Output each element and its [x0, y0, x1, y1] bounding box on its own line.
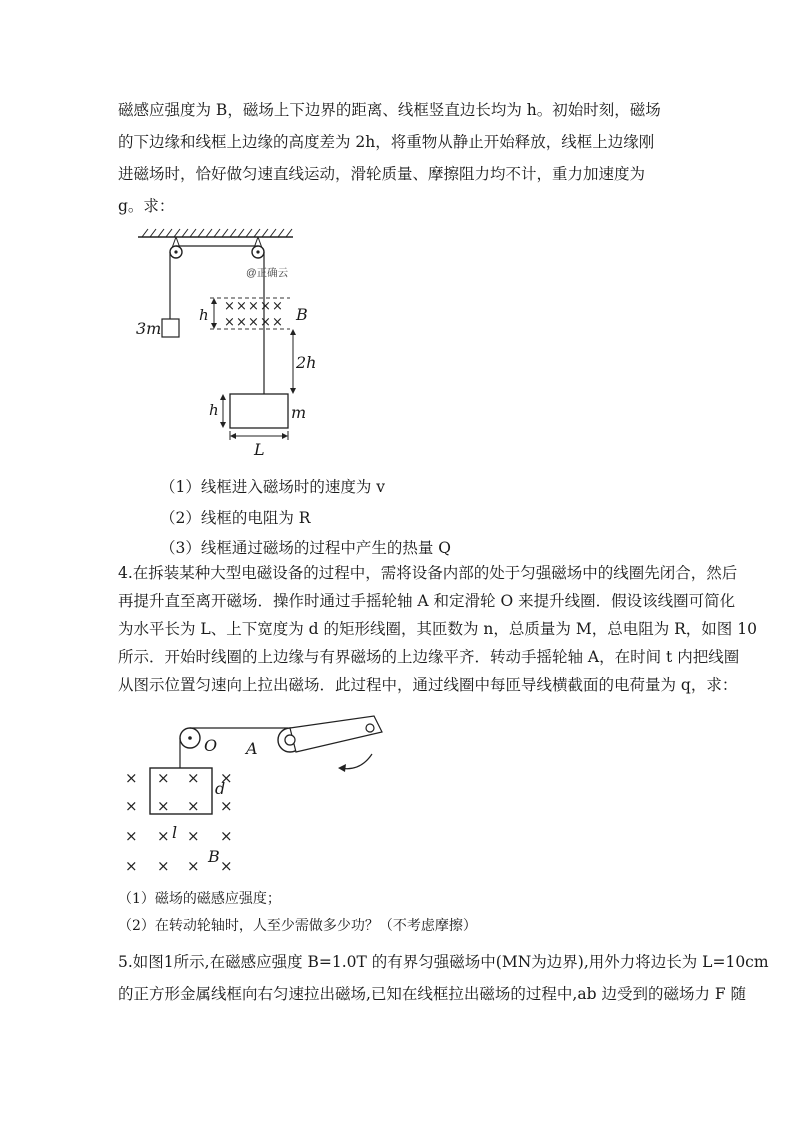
problem3-line-3: 进磁场时，恰好做匀速直线运动，滑轮质量、摩擦阻力均不计，重力加速度为	[118, 165, 646, 183]
problem3-line-4: g。求：	[118, 197, 175, 215]
svg-text:×: ×	[157, 857, 170, 875]
field-b-label: B	[296, 305, 308, 324]
svg-text:×: ×	[125, 797, 138, 815]
svg-text:×: ×	[224, 315, 235, 330]
field-b-label-4: B	[208, 847, 220, 866]
svg-text:×: ×	[125, 769, 138, 787]
svg-text:×: ×	[157, 769, 170, 787]
svg-text:×: ×	[260, 315, 271, 330]
svg-text:×: ×	[260, 299, 271, 314]
pulley-o-label: O	[204, 736, 218, 755]
axle-a-label: A	[246, 739, 258, 758]
svg-text:×: ×	[187, 769, 200, 787]
coil-l-label: l	[172, 823, 178, 842]
problem4-line-3: 为水平长为 L、上下宽度为 d 的矩形线圈，其匝数为 n，总质量为 M，总电阻为 R，如图 10	[118, 620, 757, 638]
mass-frame-label: m	[291, 403, 307, 422]
svg-text:×: ×	[248, 299, 259, 314]
problem4-question-1: （1）磁场的磁感应强度；	[118, 891, 281, 907]
mass-heavy-label: 3m	[136, 319, 162, 338]
problem4-line-2: 再提升直至离开磁场．操作时通过手摇轮轴 A 和定滑轮 O 来提升线圈．假设该线圈可简化	[118, 592, 736, 610]
problem4-line-4: 所示．开始时线圈的上边缘与有界磁场的上边缘平齐．转动手摇轮轴 A，在时间 t 内把线圈	[118, 648, 740, 666]
field-h-label: h	[199, 306, 209, 324]
svg-text:×: ×	[248, 315, 259, 330]
problem3-line-1: 磁感应强度为 B，磁场上下边界的距离、线框竖直边长均为 h。初始时刻，磁场	[118, 101, 661, 119]
svg-text:×: ×	[220, 797, 233, 815]
svg-text:×: ×	[187, 797, 200, 815]
svg-text:×: ×	[125, 827, 138, 845]
problem5-line-2: 的正方形金属线框向右匀速拉出磁场,已知在线框拉出磁场的过程中,ab 边受到的磁场力 F 随	[118, 985, 747, 1003]
svg-text:×: ×	[125, 857, 138, 875]
problem3-question-1: （1）线框进入磁场时的速度为 v	[160, 478, 386, 496]
svg-text:×: ×	[236, 315, 247, 330]
problem3-question-2: （2）线框的电阻为 R	[160, 509, 311, 527]
problem4-question-2: （2）在转动轮轴时，人至少需做多少功？（不考虑摩擦）	[118, 918, 477, 934]
svg-text:×: ×	[220, 769, 233, 787]
svg-text:×: ×	[220, 827, 233, 845]
svg-text:×: ×	[220, 857, 233, 875]
problem4-line-5: 从图示位置匀速向上拉出磁场．此过程中，通过线圈中每匝导线横截面的电荷量为 q，求：	[118, 676, 738, 694]
problem3-line-2: 的下边缘和线框上边缘的高度差为 2h，将重物从静止开始释放，线框上边缘刚	[118, 133, 655, 151]
svg-text:×: ×	[224, 299, 235, 314]
svg-text:×: ×	[236, 299, 247, 314]
problem4-figure	[120, 710, 390, 880]
svg-text:×: ×	[272, 299, 283, 314]
problem4-line-1: 4.在拆装某种大型电磁设备的过程中，需将设备内部的处于匀强磁场中的线圈先闭合，然后	[118, 564, 738, 582]
svg-text:×: ×	[157, 797, 170, 815]
coil-d-label: d	[215, 779, 226, 798]
frame-h-label: h	[209, 401, 219, 419]
problem3-question-3: （3）线框通过磁场的过程中产生的热量 Q	[160, 539, 451, 557]
svg-text:×: ×	[187, 857, 200, 875]
problem5-line-1: 5.如图1所示,在磁感应强度 B=1.0T 的有界匀强磁场中(MN为边界),用外力将边长为 L=10cm	[118, 953, 769, 971]
svg-text:×: ×	[187, 827, 200, 845]
svg-text:×: ×	[272, 315, 283, 330]
problem3-figure	[128, 228, 328, 460]
svg-text:×: ×	[157, 827, 170, 845]
frame-l-label: L	[254, 440, 265, 459]
watermark: @正确云	[246, 267, 289, 279]
gap-2h-label: 2h	[296, 353, 317, 372]
